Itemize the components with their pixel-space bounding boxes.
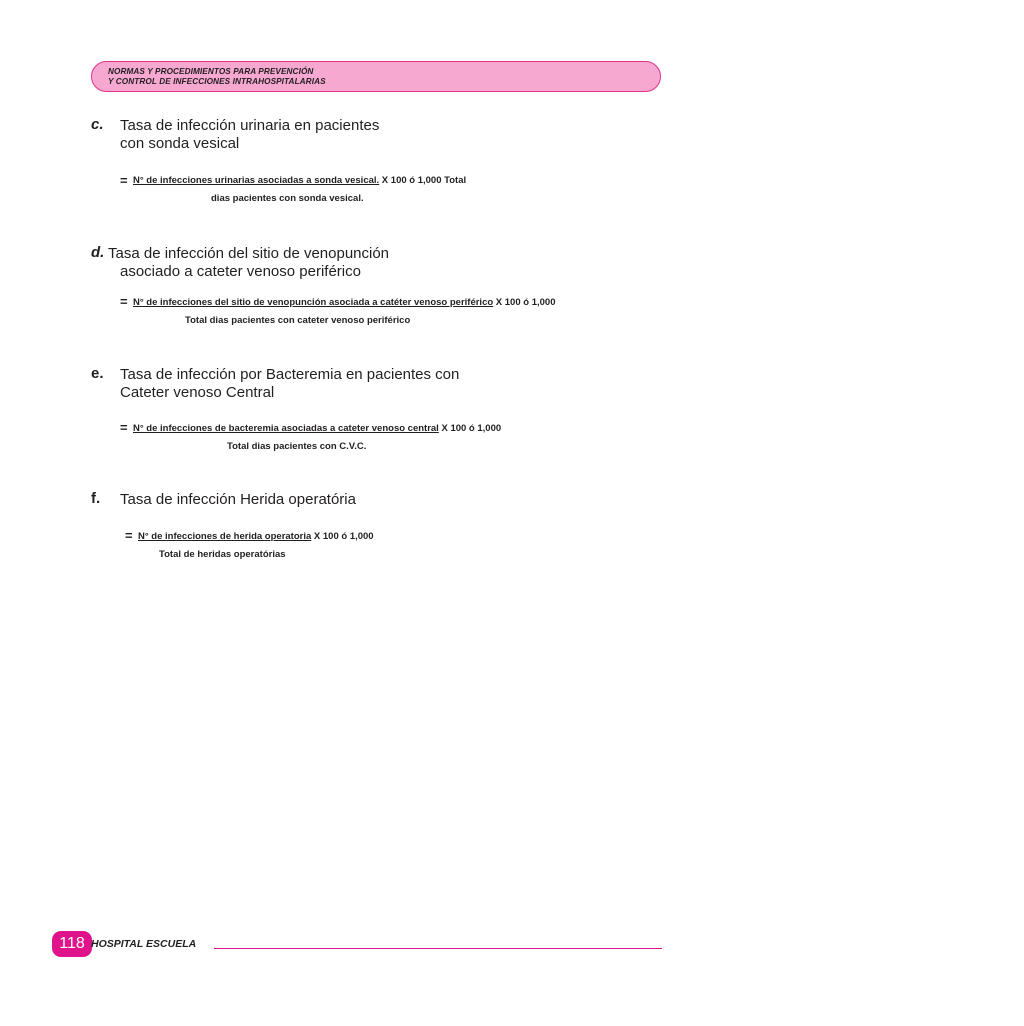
formula-numerator bbox=[133, 297, 555, 308]
section-letter: e. bbox=[91, 365, 104, 382]
section-letter: d. bbox=[91, 244, 105, 261]
multiplier-text: X 100 ó 1,000 bbox=[311, 531, 374, 542]
formula-denominator: Total dias pacientes con cateter venoso periférico bbox=[185, 315, 411, 326]
multiplier-text: X 100 ó 1,000 bbox=[493, 297, 556, 308]
section-letter: f. bbox=[91, 490, 101, 507]
section-title-line-2: asociado a cateter venoso periférico bbox=[120, 263, 361, 280]
header-line-2: Y CONTROL DE INFECCIONES INTRAHOSPITALARIAS bbox=[108, 77, 326, 86]
equals-sign: = bbox=[120, 420, 128, 435]
formula-denominator: Total dias pacientes con C.V.C. bbox=[227, 441, 367, 452]
formula-denominator: dias pacientes con sonda vesical. bbox=[211, 193, 364, 204]
numerator-text: N° de infecciones de herida operatoria bbox=[138, 531, 312, 542]
header-banner bbox=[91, 61, 661, 92]
header-line-1: NORMAS Y PROCEDIMIENTOS PARA PREVENCIÓN bbox=[108, 67, 314, 76]
formula-numerator bbox=[133, 175, 466, 186]
formula-denominator: Total de heridas operatórias bbox=[159, 549, 286, 560]
section-letter: c. bbox=[91, 116, 104, 133]
footer-rule bbox=[214, 948, 662, 949]
section-title-line-2: Cateter venoso Central bbox=[120, 384, 275, 401]
section-title-line-1: Tasa de infección del sitio de venopunción bbox=[108, 245, 390, 262]
section-title-line-2: con sonda vesical bbox=[120, 135, 240, 152]
formula-numerator bbox=[138, 531, 374, 542]
page-number: 118 bbox=[52, 931, 92, 957]
equals-sign: = bbox=[125, 528, 133, 543]
formula-numerator bbox=[133, 423, 501, 434]
section-title-line-1: Tasa de infección por Bacteremia en pacientes con bbox=[120, 366, 460, 383]
footer-label: HOSPITAL ESCUELA bbox=[91, 938, 197, 950]
numerator-text: N° de infecciones de bacteremia asociadas a cateter venoso central bbox=[133, 423, 439, 434]
equals-sign: = bbox=[120, 173, 128, 188]
multiplier-text: X 100 ó 1,000 Total bbox=[379, 175, 467, 186]
section-title-line-1: Tasa de infección urinaria en pacientes bbox=[120, 117, 380, 134]
equals-sign: = bbox=[120, 294, 128, 309]
numerator-text: N° de infecciones urinarias asociadas a sonda vesical. bbox=[133, 175, 380, 186]
multiplier-text: X 100 ó 1,000 bbox=[438, 423, 502, 434]
section-title-line-1: Tasa de infección Herida operatória bbox=[120, 491, 356, 508]
numerator-text: N° de infecciones del sitio de venopunción asociada a catéter venoso periférico bbox=[133, 297, 494, 308]
